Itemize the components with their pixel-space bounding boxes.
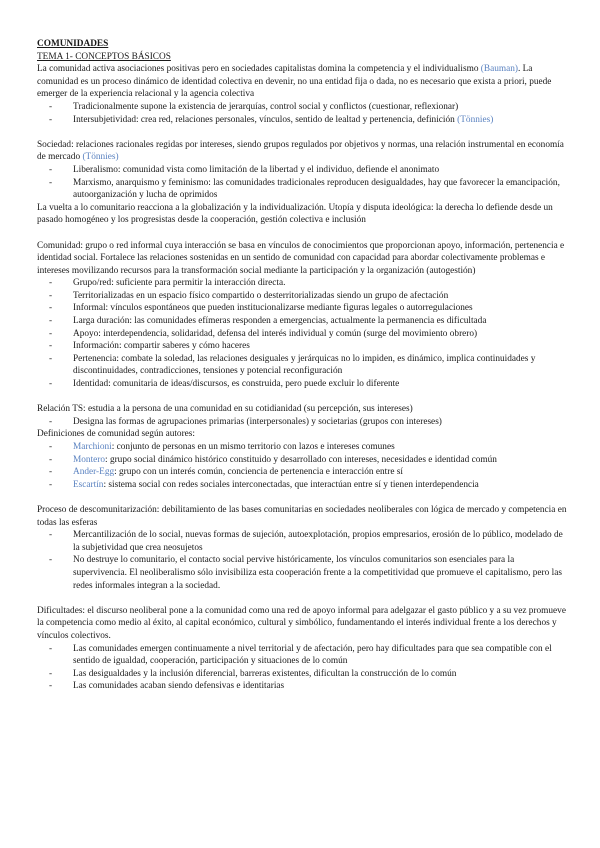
list-item (37, 114, 567, 127)
paragraph-dificultades: Dificultades: el discurso neoliberal pone a la comunidad como una red de apoyo informal para adelgazar el gasto público y a su vez promueve la competencia como medio al éxito, al capital económico, cultural y simbólico, fundamentando el interés individual frente a los derechos y vínculos colectivos. (37, 605, 566, 641)
bullet-list (37, 643, 567, 693)
list-item: - Marxismo, anarquismo y feminismo: las comunidades tradicionales reproducen desigualdades, hay que favorecer la emancipación, autoorganización y lucha de oprimidos (37, 177, 567, 202)
list-item: - Grupo/red: suficiente para permitir la interacción directa. (37, 277, 567, 290)
text-span: : sistema social con redes sociales interconectadas, que interactúan entre sí y tienen interdependencia (103, 479, 479, 490)
list-item: - Designa las formas de agrupaciones primarias (interpersonales) y societarias (grupos con intereses) (37, 416, 567, 429)
author-definitions-list (37, 441, 567, 491)
list-item: - Liberalismo: comunidad vista como limitación de la libertad y el individuo, defiende el anonimato (37, 164, 567, 177)
author-reference: (Bauman) (480, 64, 518, 75)
bullet-list (37, 416, 567, 429)
bullet-list (37, 277, 567, 390)
list-item: - Tradicionalmente supone la existencia de jerarquías, control social y conflictos (cuestionar, reflexionar) (37, 101, 567, 114)
list-item (37, 441, 567, 454)
list-item (37, 479, 567, 492)
spacer (37, 126, 567, 139)
list-item: - Las comunidades emergen continuamente a nivel territorial y de afectación, pero hay dificultades para que sea compatible con el sentido de igualdad, cooperación, participación y situaciones de lo común (37, 643, 567, 668)
bullet-list (37, 164, 567, 202)
text-span: . La comunidad es un proceso dinámico de identidad colectiva en devenir, no una entidad fija o dada, no es necesario que exista a priori, puede emerger de la experiencia relacional y la agencia colectiva (37, 64, 552, 100)
paragraph-sociedad (37, 139, 567, 164)
text-span: : conjunto de personas en un mismo territorio con lazos e intereses comunes (111, 442, 395, 452)
document-page (37, 38, 567, 693)
list-item: - Informal: vínculos espontáneos que pueden institucionalizarse mediante figuras legales o autorregulaciones (37, 302, 567, 315)
text-span: : grupo social dinámico histórico constituido y desarrollado con intereses, necesidades e identidad común (105, 454, 497, 465)
list-item (37, 454, 567, 467)
paragraph-definiciones: Definiciones de comunidad según autores: (37, 429, 196, 440)
text-span: La comunidad activa asociaciones positivas pero en sociedades capitalistas domina la competencia y el individualismo (37, 64, 479, 75)
author-name: Marchioni (73, 442, 112, 452)
list-item (37, 466, 567, 479)
list-item: - No destruye lo comunitario, el contacto social pervive históricamente, los vínculos comunitarios son esenciales para la supervivencia. El neoliberalismo sólo invisibiliza esta cooperación frente a la competitividad que promueve el capitalismo, pero las redes informales integran a la sociedad. (37, 554, 567, 592)
author-name: Escartín (73, 479, 104, 490)
author-reference: (Tönnies) (457, 114, 494, 125)
text-span: Intersubjetividad: crea red, relaciones personales, vínculos, sentido de lealtad y pertenencia, definición (73, 114, 455, 125)
author-reference: (Tönnies) (82, 152, 119, 163)
spacer (37, 592, 567, 605)
bullet-list (37, 101, 567, 126)
document-title: COMUNIDADES (37, 39, 109, 49)
author-name: Montero (73, 454, 106, 465)
paragraph-relacion-ts: Relación TS: estudia a la persona de una comunidad en su cotidianidad (su percepción, sus intereses) (37, 404, 413, 415)
spacer (37, 491, 567, 504)
list-item: - Apoyo: interdependencia, solidaridad, defensa del interés individual y común (surge del movimiento obrero) (37, 328, 567, 341)
list-item: - Información: compartir saberes y cómo haceres (37, 340, 567, 353)
spacer (37, 391, 567, 404)
list-item: - Larga duración: las comunidades efímeras responden a emergencias, actualmente la permanencia es dificultada (37, 315, 567, 328)
list-item: - Mercantilización de lo social, nuevas formas de sujeción, autoexplotación, propios empresarios, erosión de lo público, modelado de la subjetividad que crea neosujetos (37, 529, 567, 554)
spacer (37, 227, 567, 240)
text-span: : grupo con un interés común, conciencia de pertenencia e interacción entre sí (114, 467, 403, 478)
section-subtitle: TEMA 1- CONCEPTOS BÁSICOS (37, 51, 171, 62)
list-item: - Territorializadas en un espacio físico compartido o desterritorializadas siendo un grupo de afectación (37, 290, 567, 303)
list-item: - Las desigualdades y la inclusión diferencial, barreras existentes, dificultan la construcción de lo común (37, 668, 567, 681)
paragraph-descomunitarizacion: Proceso de descomunitarización: debilitamiento de las bases comunitarias en sociedades neoliberales con lógica de mercado y competencia en todas las esferas (37, 504, 567, 528)
list-item: - Pertenencia: combate la soledad, las relaciones desiguales y jerárquicas no lo impiden, es dinámico, implica continuidades y discontinuidades, contradicciones, tensiones y potencial reconfiguración (37, 353, 567, 378)
bullet-list (37, 529, 567, 592)
author-name: Ander-Egg (73, 467, 115, 478)
paragraph-vuelta-comunitario: La vuelta a lo comunitario reacciona a la globalización y la individualización. Utopía y disputa ideológica: la derecha lo defiende desde un pasado homogéneo y los progresistas desde la cooperación, gestión colectiva e inclusión (37, 202, 553, 226)
paragraph-comunidad-definicion: Comunidad: grupo o red informal cuya interacción se basa en vínculos de conocimientos que proporcionan apoyo, información, pertenencia e identidad social. Fortalece las relaciones sostenidas en un sentido de comunidad con capacidad para abordar colectivamente problemas e intereses movilizando recursos para la transformación social mediante la participación y la organización (autogestión) (37, 240, 565, 276)
text-span: Sociedad: relaciones racionales regidas por intereses, siendo grupos regulados por objetivos y normas, una relación instrumental en economía de mercado (37, 139, 564, 163)
list-item: - Las comunidades acaban siendo defensivas e identitarias (37, 680, 567, 693)
list-item: - Identidad: comunitaria de ideas/discursos, es construida, pero puede excluir lo diferente (37, 378, 567, 391)
paragraph-comunidad-intro (37, 63, 567, 101)
